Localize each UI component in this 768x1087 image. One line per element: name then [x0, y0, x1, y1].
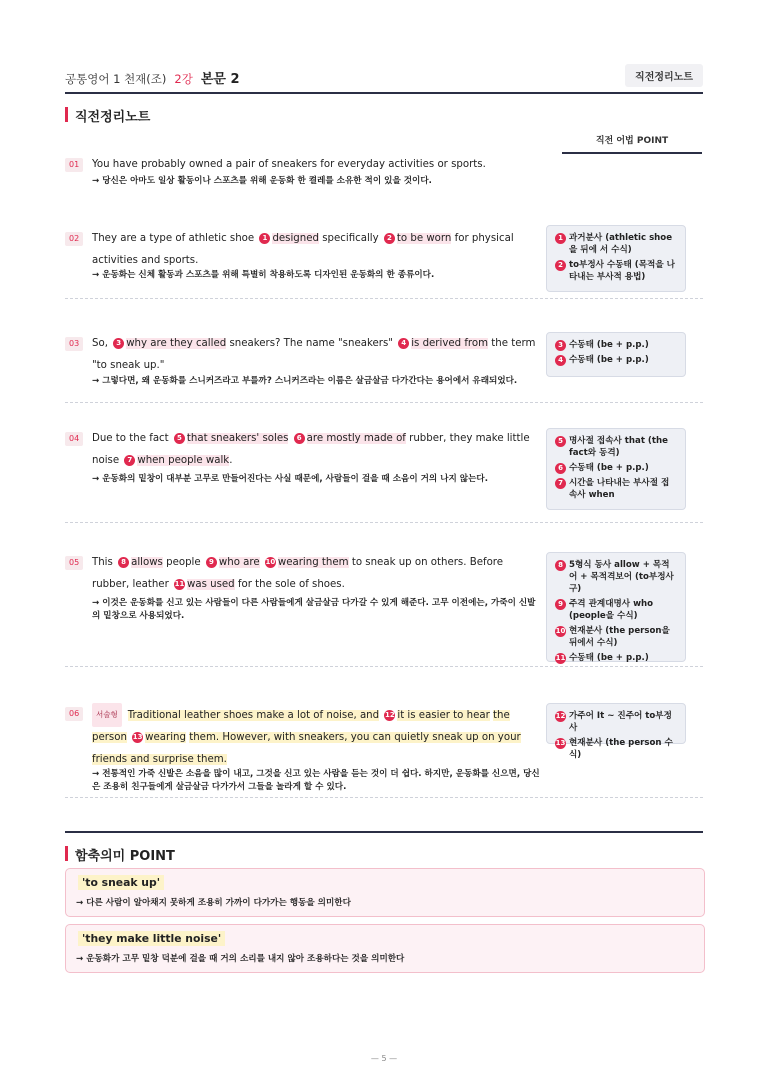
essay-tag: 서술형: [92, 703, 122, 727]
circle-number: 8: [118, 557, 129, 568]
implication-desc: → 운동화가 고무 밑창 덕분에 걸을 때 거의 소리를 내지 않아 조용하다는 것을 의미한다: [76, 954, 405, 964]
grammar-point-box: [546, 703, 686, 760]
implication-box: [65, 868, 705, 917]
page-header: [65, 64, 703, 94]
grammar-highlight: was used: [187, 579, 235, 590]
english-sentence: This 8 allows people 9 who are 10 wearing them to sneak up on others. Before rubber, leather 11 was used for the sole of shoes.: [92, 557, 504, 590]
korean-translation: → 이것은 운동화를 신고 있는 사람들이 다른 사람들에게 살금살금 다가갈 수 있게 해준다. 고무 이전에는, 가죽이 신발의 밑창으로 사용되었다.: [92, 598, 536, 621]
course-name: 공통영어 1 천재(조): [65, 72, 167, 86]
grammar-point-box: [546, 225, 686, 292]
circle-number: 5: [174, 433, 185, 444]
english-sentence: They are a type of athletic shoe 1 designed specifically 2 to be worn for physical activities and sports.: [92, 233, 514, 266]
sentence-number: 03: [65, 337, 83, 351]
grammar-point-box: [546, 332, 686, 377]
circle-number: 6: [294, 433, 305, 444]
circle-number: 10: [265, 558, 276, 566]
section-divider: [65, 831, 703, 833]
grammar-point: 9 주격 관계대명사 who (people을 수식): [555, 598, 677, 622]
grammar-point-box: [546, 428, 686, 510]
english-sentence: So, 3 why are they called sneakers? The name "sneakers" 4 is derived from the term "to sneak up.": [92, 338, 536, 371]
english-sentence: You have probably owned a pair of sneakers for everyday activities or sports.: [92, 159, 486, 170]
korean-translation: → 당신은 아마도 일상 활동이나 스포츠를 위해 운동화 한 켤레를 소유한 적이 있을 것이다.: [92, 176, 432, 186]
sentence-number: 05: [65, 556, 83, 570]
korean-translation: → 그렇다면, 왜 운동화를 스니커즈라고 부를까? 스니커즈라는 이름은 살금살금 다가간다는 용어에서 유래되었다.: [92, 376, 518, 386]
grammar-point: 4 수동태 (be + p.p.): [555, 354, 677, 366]
sentence-number: 06: [65, 707, 83, 721]
circle-number: 1: [259, 233, 270, 244]
lesson-title: 본문 2: [200, 72, 240, 87]
grammar-highlight: to be worn: [396, 233, 452, 244]
grammar-point: 1 과거분사 (athletic shoe을 뒤에 서 수식): [555, 232, 677, 256]
english-sentence: [92, 703, 537, 771]
header-left: [65, 68, 240, 87]
sentence-number: 01: [65, 158, 83, 172]
target-highlight: the person: [92, 710, 510, 743]
grammar-point: 11 수동태 (be + p.p.): [555, 653, 649, 663]
korean-translation: → 운동화는 신체 활동과 스포츠를 위해 특별히 착용하도록 디자인된 운동화의 한 종류이다.: [92, 270, 435, 280]
page-number: — 5 —: [370, 1054, 398, 1063]
grammar-highlight: wearing: [145, 732, 186, 743]
english-sentence: Due to the fact 5 that sneakers' soles 6 are mostly made of rubber, they make little noise 7 when people walk.: [92, 433, 530, 466]
grammar-point: 7 시간을 나타내는 부사절 접속사 when: [555, 477, 677, 501]
grammar-point: 10 현재분사 (the person을 뒤에서 수식): [555, 626, 670, 648]
circle-number: 4: [398, 338, 409, 349]
sentence-item: [65, 429, 703, 523]
sentence-item: [65, 229, 703, 299]
section-title: 직전정리노트: [65, 106, 150, 125]
implication-box: [65, 924, 705, 973]
grammar-point: 13 현재분사 (the person 수식): [555, 738, 673, 760]
lesson-number: 2강: [174, 72, 193, 86]
grammar-point: 2 to부정사 수동태 (목적을 나타내는 부사적 용법): [555, 259, 677, 283]
target-highlight: Traditional leather shoes make a lot of noise, and: [127, 710, 380, 721]
grammar-point: 6 수동태 (be + p.p.): [555, 462, 677, 474]
circle-number: 9: [206, 557, 217, 568]
grammar-point-box: [546, 552, 686, 662]
grammar-point: 3 수동태 (be + p.p.): [555, 339, 677, 351]
sentence-item: [65, 334, 703, 403]
grammar-highlight: that sneakers' soles: [186, 433, 289, 444]
korean-translation: → 전통적인 가죽 신발은 소음을 많이 내고, 그것을 신고 있는 사람을 듣는 것이 더 쉽다. 하지만, 운동화를 신으면, 당신은 조용히 친구들에게 살금살금 다가가서 그들을 놀라게 할 수 있다.: [92, 769, 540, 792]
sentence-item: [65, 553, 703, 667]
circle-number: 3: [113, 338, 124, 349]
korean-translation: → 운동화의 밑창이 대부분 고무로 만들어진다는 사실 때문에, 사람들이 걸을 때 소음이 거의 나지 않는다.: [92, 474, 488, 484]
section-title: 함축의미 POINT: [65, 845, 175, 864]
circle-number: 13: [132, 733, 143, 741]
implication-phrase: 'to sneak up': [78, 875, 164, 890]
grammar-point: 12 가주어 It ~ 진주어 to부정사: [555, 711, 672, 733]
sentence-number: 04: [65, 432, 83, 446]
grammar-highlight: are mostly made of: [306, 433, 406, 444]
grammar-highlight: who are: [218, 557, 260, 568]
grammar-point: 5 명사절 접속사 that (the fact와 동격): [555, 435, 677, 459]
implication-phrase: 'they make little noise': [78, 931, 225, 946]
circle-number: 12: [384, 711, 395, 719]
circle-number: 2: [384, 233, 395, 244]
sentence-number: 02: [65, 232, 83, 246]
grammar-highlight: allows: [131, 557, 163, 568]
grammar-point: 8 5형식 동사 allow + 목적어 + 목적격보어 (to부정사구): [555, 559, 677, 595]
header-tag: 직전정리노트: [625, 64, 703, 87]
implication-desc: → 다른 사람이 알아채지 못하게 조용히 가까이 다가가는 행동을 의미한다: [76, 898, 351, 908]
point-header: 직전 어법 POINT: [562, 133, 702, 154]
grammar-highlight: wearing them: [277, 557, 349, 568]
grammar-highlight: it is easier to hear: [397, 710, 490, 721]
sentence-item: [65, 704, 703, 798]
circle-number: 11: [174, 580, 185, 588]
grammar-highlight: when people walk: [137, 455, 230, 466]
target-highlight: them. However, with sneakers, you can quietly sneak up on your friends and surprise them.: [92, 732, 521, 765]
grammar-highlight: is derived from: [411, 338, 489, 349]
grammar-highlight: designed: [272, 233, 319, 244]
circle-number: 7: [124, 455, 135, 466]
grammar-highlight: why are they called: [126, 338, 227, 349]
